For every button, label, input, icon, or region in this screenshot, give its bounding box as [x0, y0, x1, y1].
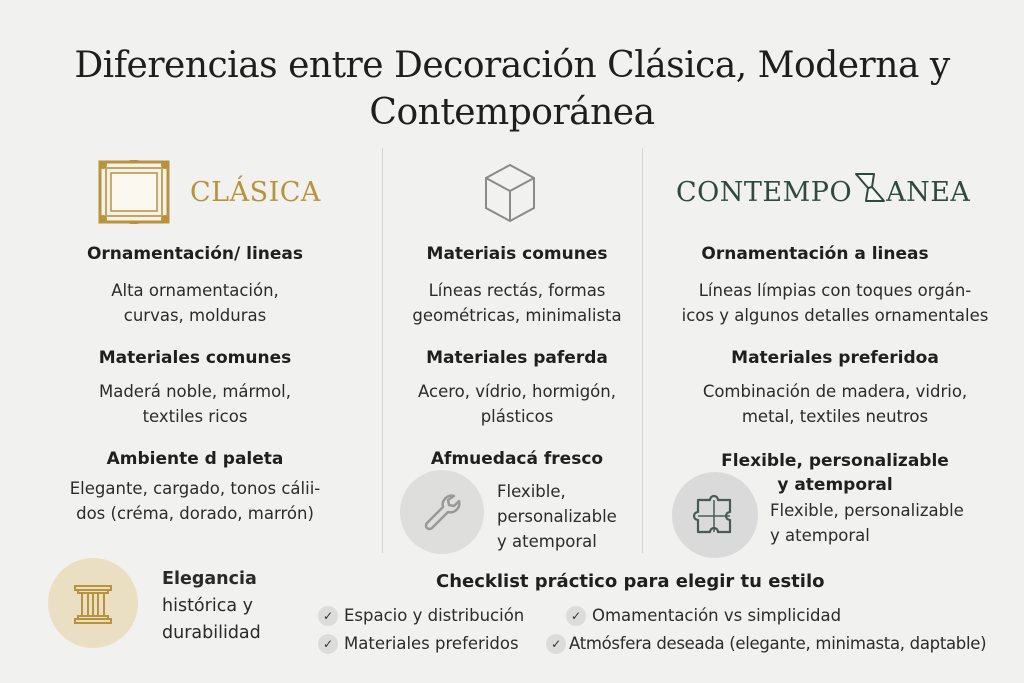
- clasica-section3-line1: Elegante, cargado, tonos cálii-: [69, 479, 321, 498]
- contemporanea-section1-heading: Ornamentación a lineas: [701, 244, 929, 264]
- clasica-section3-heading: Ambiente d paleta: [106, 449, 284, 469]
- column-circle: [48, 558, 138, 648]
- clasica-section2-heading: Materiales comunes: [98, 348, 292, 368]
- checklist-item[interactable]: ✓ Espacio y distribución: [318, 606, 524, 626]
- contemporanea-section3-heading: Flexible, personalizable y atemporal: [721, 451, 949, 495]
- contemporanea-section2-line1: Combinación de madera, vidrio,: [702, 382, 968, 401]
- check-icon: ✓: [318, 606, 338, 626]
- check-icon: ✓: [566, 606, 586, 626]
- bottom-caption: Elegancia histórica y durabilidad: [162, 569, 261, 643]
- clasica-section2-line2: textiles ricos: [142, 407, 248, 426]
- page-title: Diferencias entre Decoración Clásica, Moderna y Contemporánea: [74, 45, 950, 133]
- checklist-item[interactable]: ✓ Omamentación vs simplicidad: [566, 606, 841, 626]
- contemporanea-feature-text: Flexible, personalizable y atemporal: [770, 501, 964, 545]
- wrench-icon: [420, 490, 464, 534]
- folded-paper-icon: [852, 179, 886, 209]
- clasica-section1-line2: curvas, molduras: [123, 306, 267, 325]
- column-divider-left: [382, 148, 383, 553]
- contemporanea-column: [650, 244, 1020, 497]
- clasica-brand: CLÁSICA: [190, 177, 321, 208]
- clasica-section1-line1: Alta ornamentación,: [111, 281, 279, 300]
- clasica-section2-line1: Maderá noble, mármol,: [98, 382, 292, 401]
- checklist-title: Checklist práctico para elegir tu estilo: [436, 571, 825, 592]
- clasica-section1-heading: Ornamentación/ lineas: [86, 244, 304, 264]
- moderna-feature-circle: [400, 470, 484, 554]
- moderna-section1-heading: Materiais comunes: [426, 244, 608, 264]
- contemporanea-feature-circle: [672, 472, 758, 558]
- moderna-column: [386, 244, 648, 469]
- moderna-section2-heading: Materiales paferda: [426, 348, 608, 368]
- column-icon: [70, 580, 116, 626]
- moderna-section1-line2: geométricas, minimalista: [412, 306, 622, 325]
- contemporanea-section2-heading: Materiales preferidoa: [731, 348, 939, 368]
- moderna-section2-line1: Acero, vídrio, hormigón,: [418, 382, 616, 401]
- moderna-section2-line2: plásticos: [480, 407, 554, 426]
- contemporanea-section2-line2: metal, textiles neutros: [741, 407, 929, 426]
- moderna-section3-heading: Afmuedacá fresco: [430, 449, 604, 469]
- cube-icon: [482, 162, 538, 224]
- moderna-section1-line1: Líneas rectás, formas: [428, 281, 606, 300]
- checklist-item[interactable]: ✓ Materiales preferidos: [318, 634, 519, 654]
- checklist-item[interactable]: ✓ Atmósfera deseada (elegante, minimasta, daptable): [546, 634, 986, 654]
- clasica-section3-line2: dos (créma, dorado, marrón): [76, 504, 314, 523]
- ornate-frame-icon: [98, 160, 170, 224]
- contemporanea-section1-line2: icos y algunos detalles ornamentales: [681, 306, 989, 325]
- check-icon: ✓: [318, 634, 338, 654]
- moderna-feature-text: Flexible, personalizable y atemporal: [497, 482, 617, 551]
- contemporanea-brand: CONTEMPO ANEA: [676, 177, 970, 209]
- puzzle-icon: [692, 492, 738, 538]
- clasica-column: [40, 244, 350, 526]
- check-icon: ✓: [546, 634, 566, 654]
- contemporanea-section1-line1: Líneas límpias con toques orgán-: [698, 281, 972, 300]
